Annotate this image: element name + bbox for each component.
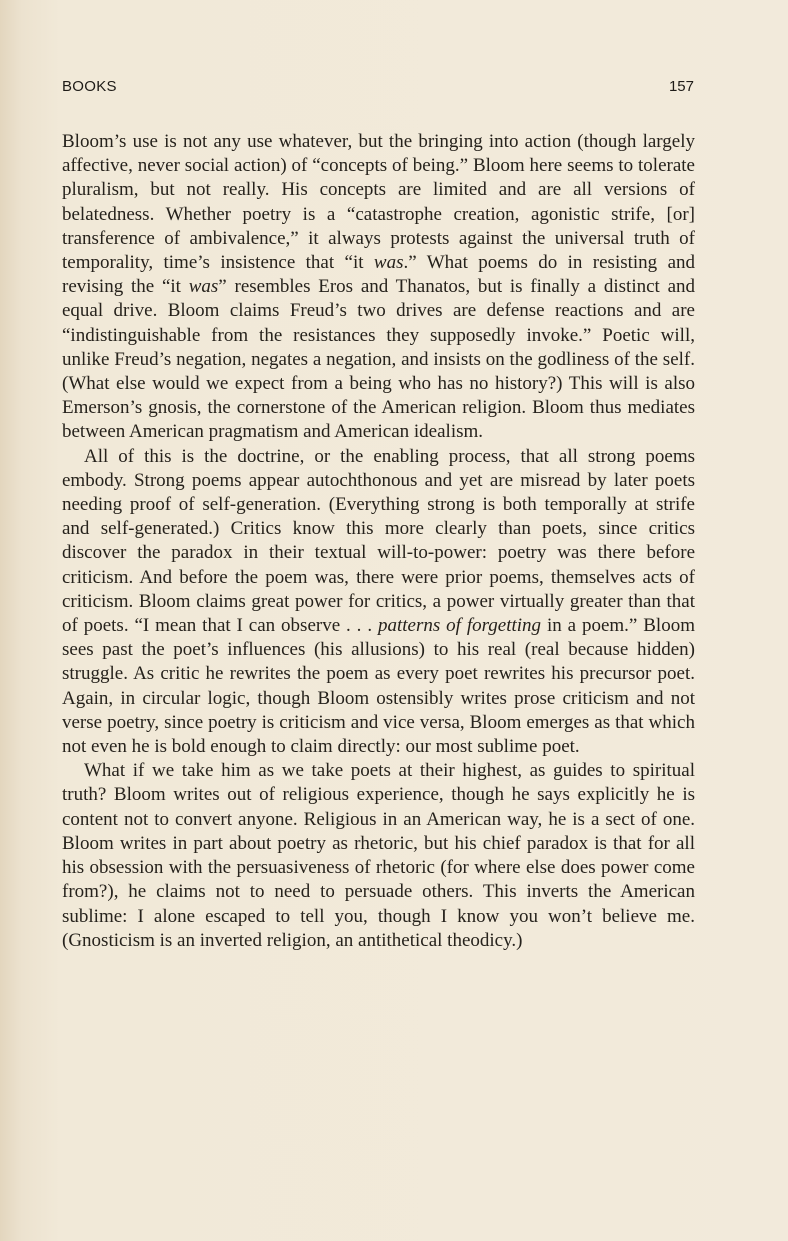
text-run: All of this is the doctrine, or the enabling process, that all strong poems embody. Strong poems appear autochthonous and yet are misread by later poets needing proof of self-generation. (Everything strong is both temporally at strife and self-generated.) Critics know this more clearly than poets, since critics discover the paradox in their textual will-to-power: poetry was there before criticism. And before the poem was, there were prior poems, themselves acts of criticism. Bloom claims great power for critics, a power virtually greater than that of poets. “I mean that I can observe . . .	[62, 445, 695, 637]
page-number: 157	[668, 78, 694, 95]
body-text	[62, 130, 695, 953]
running-header	[62, 78, 694, 102]
text-run: in a poem.” Bloom sees past the poet’s influences (his allusions) to his real (real because hidden) struggle. As critic he rewrites the poem as every poet rewrites his precursor poet. Again, in circular logic, though Bloom ostensibly writes prose criticism and not verse poetry, since poetry is criticism and vice versa, Bloom emerges as that which not even he is bold enough to claim directly: our most sublime poet.	[62, 615, 695, 758]
paragraph	[62, 130, 695, 445]
section-title: BOOKS	[62, 78, 117, 95]
paragraph	[62, 759, 695, 953]
text-run: .” What poems do in resisting and revising the “it	[62, 252, 696, 298]
italic-run: was	[373, 252, 404, 274]
text-run: What if we take him as we take poets at their highest, as guides to spiritual truth? Bloom writes out of religious experience, though he says explicitly he is content not to convert anyone. Religious in an American way, he is a sect of one. Bloom writes in part about poetry as rhetoric, but his chief paradox is that for all his obsession with the persuasiveness of rhetoric (for where else does power come from?), he claims not to need to persuade others. This inverts the American sublime: I alone escaped to tell you, though I know you won’t believe me. (Gnosticism is an inverted religion, an antithetical theodicy.)	[62, 760, 695, 951]
paragraph	[62, 445, 695, 760]
italic-run: patterns of forgetting	[377, 615, 542, 637]
text-run: Bloom’s use is not any use whatever, but the bringing into action (though largely affective, never social action) of “concepts of being.” Bloom here seems to tolerate pluralism, but not really. His concepts are limited and are all versions of belatedness. Whether poetry is a “catastrophe creation, agonistic strife, [or] transference of ambivalence,” it always protests against the universal truth of temporality, time’s insistence that “it	[62, 131, 695, 274]
text-run: ” resembles Eros and Thanatos, but is finally a distinct and equal drive. Bloom claims Freud’s two drives are defense reactions and are “indistinguishable from the resistances they supposedly invoke.” Poetic will, unlike Freud’s negation, negates a negation, and insists on the godliness of the self. (What else would we expect from a being who has no history?) This will is also Emerson’s gnosis, the cornerstone of the American religion. Bloom thus mediates between American pragmatism and American idealism.	[62, 276, 696, 443]
italic-run: was	[188, 276, 219, 298]
